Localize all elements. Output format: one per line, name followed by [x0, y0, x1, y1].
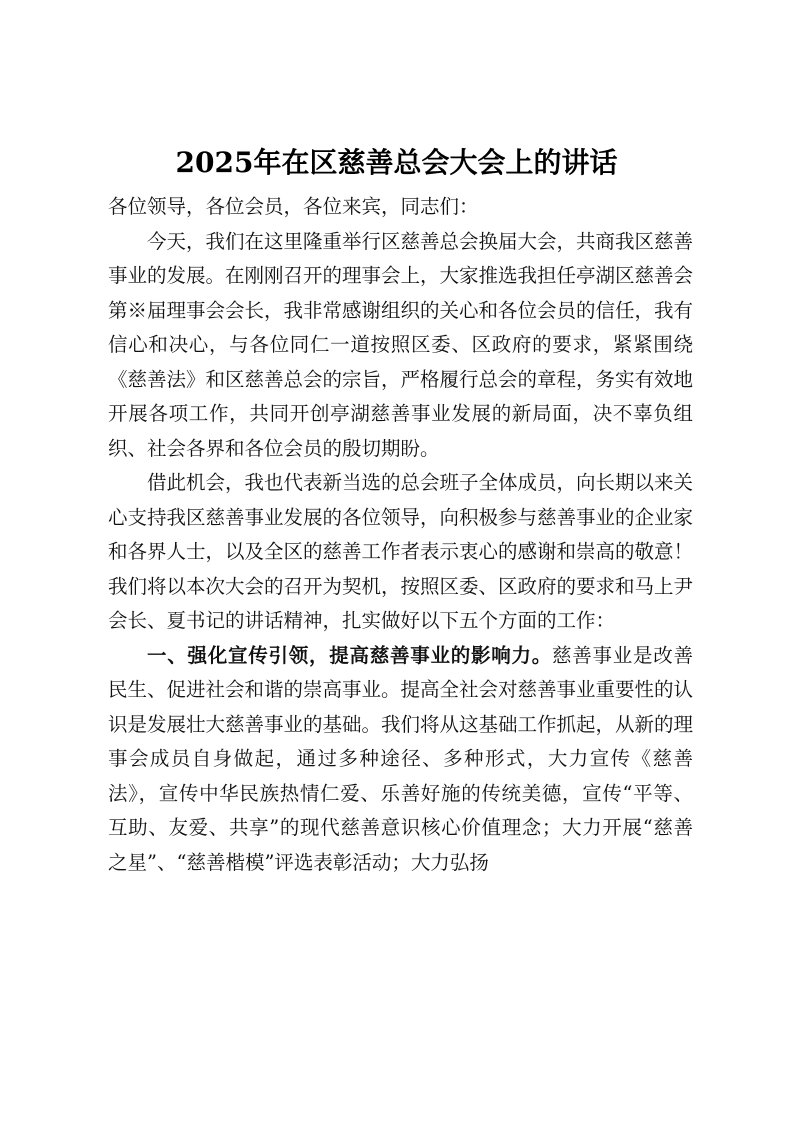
paragraph-gratitude: 借此机会，我也代表新当选的总会班子全体成员，向长期以来关心支持我区慈善事业发展的各位领导，向积极参与慈善事业的企业家和各界人士，以及全区的慈善工作者表示衷心的感谢和崇高的敬意！我们将以本次大会的召开为契机，按照区委、区政府的要求和马上尹会长、夏书记的讲话精神，扎实做好以下五个方面的工作： — [108, 471, 694, 632]
document-title: 2025年在区慈善总会大会上的讲话 — [175, 146, 618, 179]
document-body — [108, 190, 693, 880]
section-heading: 一、强化宣传引领，提高慈善事业的影响力。 — [147, 643, 552, 667]
paragraph-section-one — [108, 639, 693, 881]
section-body-text: 慈善事业是改善民生、促进社会和谐的崇高事业。提高全社会对慈善事业重要性的认识是发展壮大慈善事业的基础。我们将从这基础工作抓起，从新的理事会成员自身做起，通过多种途径、多种形式，大力宣传《慈善法》，宣传中华民族热情仁爱、乐善好施的传统美德，宣传“平等、互助、友爱、共享”的现代慈善意识核心价值理念；大力开展“慈善之星”、“慈善楷模”评选表彰活动；大力弘扬 — [108, 643, 694, 874]
salutation: 各位领导，各位会员，各位来宾，同志们： — [108, 195, 479, 218]
paragraph-opening: 今天，我们在这里隆重举行区慈善总会换届大会，共商我区慈善事业的发展。在刚刚召开的理事会上，大家推选我担任亭湖区慈善会第※届理事会会长，我非常感谢组织的关心和各位会员的信任，我有信心和决心，与各位同仁一道按照区委、区政府的要求，紧紧围绕《慈善法》和区慈善总会的宗旨，严格履行总会的章程，务实有效地开展各项工作，共同开创亭湖慈善事业发展的新局面，决不辜负组织、社会各界和各位会员的殷切期盼。 — [108, 229, 694, 460]
